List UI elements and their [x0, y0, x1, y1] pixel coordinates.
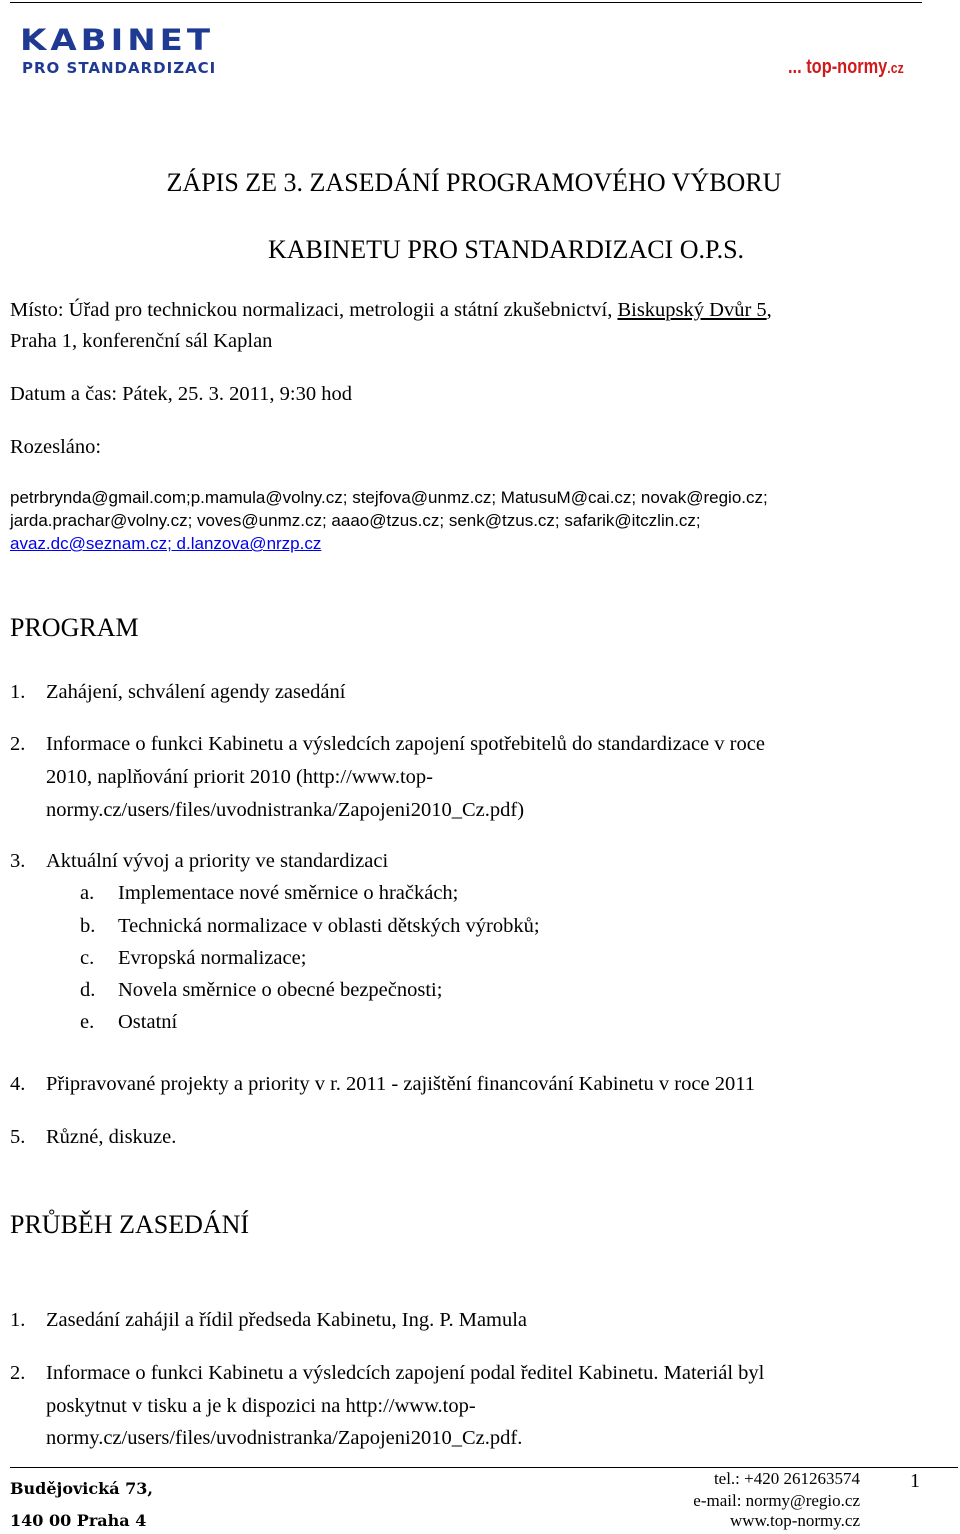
footer-website[interactable]: www.top-normy.cz [730, 1511, 860, 1530]
footer-email[interactable]: e-mail: normy@regio.cz [693, 1491, 860, 1510]
top-normy-logo-prefix: ... top-normy [788, 56, 888, 78]
proceedings-item-number: 2. [10, 1362, 26, 1384]
meeting-place [10, 294, 772, 326]
program-item-text: normy.cz/users/files/uvodnistranka/Zapojeni2010_Cz.pdf) [46, 799, 525, 821]
program-item-number: 1. [10, 681, 26, 703]
program-subitem-text: Ostatní [118, 1011, 178, 1033]
program-subitem-letter: e. [80, 1011, 95, 1033]
program-item-text: Informace o funkci Kabinetu a výsledcích zapojení spotřebitelů do standardizace v roce [46, 733, 765, 755]
program-heading: PROGRAM [10, 613, 139, 642]
program-subitem-letter: c. [80, 947, 95, 969]
top-rule [10, 2, 922, 3]
document-title-line1: ZÁPIS ZE 3. ZASEDÁNÍ PROGRAMOVÉHO VÝBORU [166, 168, 782, 197]
proceedings-item-text: Zasedání zahájil a řídil předseda Kabinetu, Ing. P. Mamula [46, 1309, 528, 1331]
meeting-datetime: Datum a čas: Pátek, 25. 3. 2011, 9:30 hod [10, 383, 352, 405]
program-item-text: Připravované projekty a priority v r. 2011 - zajištění financování Kabinetu v roce 2011 [46, 1073, 755, 1095]
program-subitem-text: Evropská normalizace; [118, 947, 307, 969]
meeting-place-line2: Praha 1, konferenční sál Kaplan [10, 330, 273, 352]
proceedings-item-number: 1. [10, 1309, 26, 1331]
program-subitem-letter: d. [80, 979, 96, 1001]
program-subitem-text: Novela směrnice o obecné bezpečnosti; [118, 979, 443, 1001]
program-subitem-letter: a. [80, 882, 95, 904]
footer-address-line2: 140 00 Praha 4 [10, 1511, 147, 1530]
program-item-text: Zahájení, schválení agendy zasedání [46, 681, 346, 703]
program-item-number: 4. [10, 1073, 26, 1095]
recipients-line1: petrbrynda@gmail.com;p.mamula@volny.cz; stejfova@unmz.cz; MatusuM@cai.cz; novak@regio.cz; [10, 488, 768, 507]
program-item-number: 3. [10, 850, 26, 872]
page-number: 1 [910, 1470, 920, 1492]
program-item-text: Různé, diskuze. [46, 1126, 177, 1148]
proceedings-item-text: poskytnut v tisku a je k dispozici na http://www.top- [46, 1395, 476, 1417]
sent-label: Rozesláno: [10, 436, 102, 458]
kabinet-logo-subtitle: PRO STANDARDIZACI [22, 59, 217, 77]
place-comma: , [766, 299, 772, 321]
program-item-number: 2. [10, 733, 26, 755]
top-normy-logo [788, 56, 904, 79]
kabinet-logo: KABINET [20, 23, 215, 58]
program-subitem-text: Technická normalizace v oblasti dětských výrobků; [118, 915, 540, 937]
proceedings-heading: PRŮBĚH ZASEDÁNÍ [10, 1210, 250, 1239]
footer-tel: tel.: +420 261263574 [713, 1469, 860, 1488]
program-item-number: 5. [10, 1126, 26, 1148]
program-item-text: Aktuální vývoj a priority ve standardizaci [46, 850, 389, 872]
place-text: Místo: Úřad pro technickou normalizaci, metrologii a státní zkušebnictví, [10, 299, 618, 321]
proceedings-item-text: Informace o funkci Kabinetu a výsledcích zapojení podal ředitel Kabinetu. Materiál byl [46, 1362, 765, 1384]
document-title-line2: KABINETU PRO STANDARDIZACI O.P.S. [267, 235, 745, 264]
footer-address-line1: Budějovická 73, [10, 1479, 153, 1498]
program-item-text: 2010, naplňování priorit 2010 (http://www.top- [46, 766, 433, 788]
top-normy-logo-suffix: .cz [887, 60, 904, 77]
proceedings-item-text: normy.cz/users/files/uvodnistranka/Zapojeni2010_Cz.pdf. [46, 1427, 523, 1449]
place-address-link[interactable]: Biskupský Dvůr 5 [617, 299, 767, 321]
program-subitem-text: Implementace nové směrnice o hračkách; [118, 882, 459, 904]
recipients-line3-link[interactable]: avaz.dc@seznam.cz; d.lanzova@nrzp.cz [10, 534, 322, 553]
recipients-line2: jarda.prachar@volny.cz; voves@unmz.cz; aaao@tzus.cz; senk@tzus.cz; safarik@itczlin.cz; [10, 511, 701, 530]
program-subitem-letter: b. [80, 915, 96, 937]
